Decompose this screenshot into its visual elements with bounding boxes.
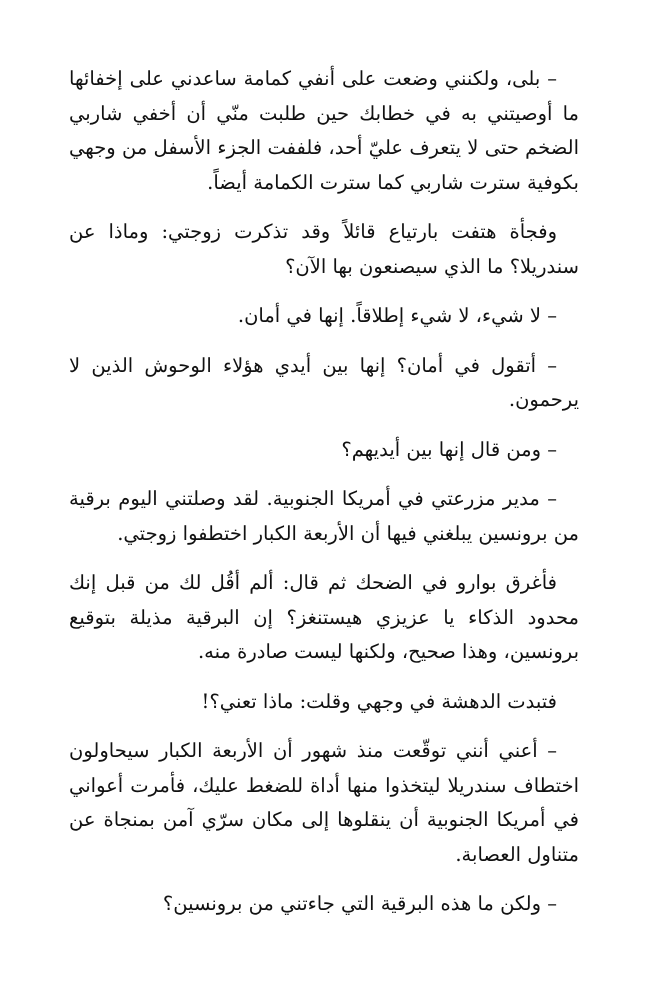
paragraph-mask-disguise: – بلى، ولكنني وضعت على أنفي كمامة ساعدني على إخفائها ما أوصيتني به في خطابك حين طلبت منّي أن أخفي شاربي الضخم حتى لا يتعرف عليّ أحد، فلففت الجزء الأسفل من وجهي بكوفية سترت شاربي كما سترت الكمامة أيضاً.	[69, 67, 579, 194]
paragraph-cinderella-question: وفجأة هتفت بارتياع قائلاً وقد تذكرت زوجتي: وماذا عن سندريلا؟ ما الذي سيصنعون بها الآن؟	[69, 220, 579, 278]
paragraph-telegram: – مدير مزرعتي في أمريكا الجنوبية. لقد وصلتني اليوم برقية من برونسين يبلغني فيها أن الأربعة الكبار اختطفوا زوجتي.	[69, 487, 579, 545]
paragraph-final-question: – ولكن ما هذه البرقية التي جاءتني من برونسين؟	[162, 892, 557, 915]
paragraph-poirot-plan: – أعني أنني توقّعت منذ شهور أن الأربعة الكبار سيحاولون اختطاف سندريلا ليتخذوا منها أداة للضغط عليك، فأمرت أعواني في أمريكا الجنوبية أن ينقلوها إلى مكان سرّي آمن بمنجاة عن متناول العصابة.	[69, 739, 579, 866]
paragraph-who-said: – ومن قال إنها بين أيديهم؟	[341, 437, 557, 461]
paragraph-in-their-hands: – أتقول في أمان؟ إنها بين أيدي هؤلاء الوحوش الذين لا يرحمون.	[69, 353, 579, 411]
paragraph-she-is-safe: – لا شيء، لا شيء إطلاقاً. إنها في أمان.	[237, 304, 557, 327]
paragraph-poirot-laughs: فأغرق بوارو في الضحك ثم قال: ألم أقُل لك من قبل إنك محدود الذكاء يا عزيزي هيستنغز؟ إن البرقية مذيلة بتوقيع برونسين، وهذا صحيح، ولكنها ليست صادرة منه.	[69, 571, 579, 663]
paragraph-surprise: فتبدت الدهشة في وجهي وقلت: ماذا تعني؟!	[201, 689, 557, 713]
book-page	[69, 62, 579, 937]
